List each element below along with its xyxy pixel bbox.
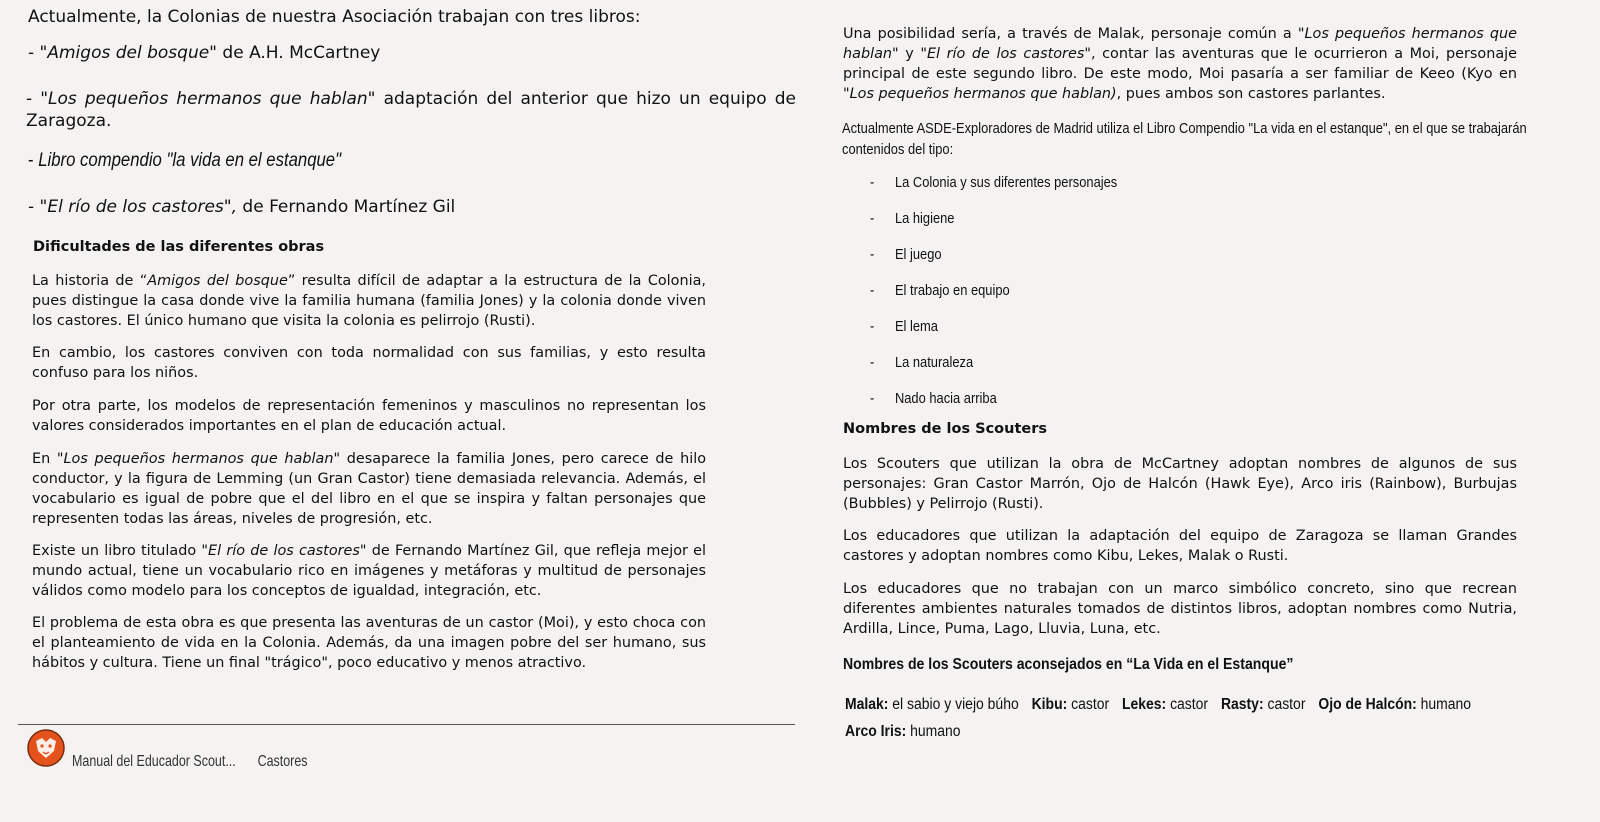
paragraph: Los educadores que utilizan la adaptación del equipo de Zaragoza se llaman Grandes castores y adoptan nombres como Kibu, Lekes, Malak o Rusti. <box>843 528 1517 564</box>
paragraph: El problema de esta obra es que presenta las aventuras de un castor (Moi), y esto choca con el planteamiento de vida en la Colonia. Además, da una imagen pobre del ser humano, sus hábitos y cultura. Tiene un final "trágico", poco educativo y menos atractivo. <box>32 615 706 671</box>
list-item: - La naturaleza <box>870 354 974 371</box>
section-heading: Nombres de los Scouters <box>843 421 1047 437</box>
name-entry: Arco Iris: humano <box>845 723 961 740</box>
footer-section: Castores <box>257 753 308 770</box>
list-item: - El juego <box>870 246 942 263</box>
book-description: adaptación del anterior que hizo un equipo de Zaragoza. <box>26 89 796 131</box>
list-item: - Nado hacia arriba <box>870 390 997 407</box>
book-title: "Amigos del bosque" <box>39 43 218 63</box>
scout-logo <box>27 729 65 767</box>
book-prefix: - <box>28 43 40 63</box>
paragraph: La historia de “Amigos del bosque” resulta difícil de adaptar a la estructura de la Colonia, pues distingue la casa donde vive la familia humana (familia Jones) y la colonia donde viven los castores. El único humano que visita la colonia es pelirrojo (Rusti). <box>32 273 706 329</box>
footer-manual-title: Manual del Educador Scout... <box>72 753 236 770</box>
left-body <box>32 271 706 673</box>
book-author: de Fernando Martínez Gil <box>237 197 456 217</box>
paragraph: Actualmente ASDE-Exploradores de Madrid utiliza el Libro Compendio "La vida en el estanque", en el que se trabajarán contenidos del tipo: <box>842 120 1527 158</box>
name-entry: Malak: el sabio y viejo búho <box>845 696 1019 713</box>
book-title: "El río de los castores", <box>39 197 238 217</box>
paragraph: Existe un libro titulado "El río de los castores" de Fernando Martínez Gil, que refleja mejor el mundo actual, tiene un vocabulario rico en imágenes y metáforas y multitud de personajes válidos como modelo para los conceptos de igualdad, integración, etc. <box>32 543 707 599</box>
list-item: - La Colonia y sus diferentes personajes <box>870 174 1118 191</box>
footer-divider <box>18 724 795 725</box>
paragraph: Los Scouters que utilizan la obra de McCartney adoptan nombres de algunos de sus personajes: Gran Castor Marrón, Ojo de Halcón (Hawk Eye), Arco iris (Rainbow), Burbujas (Bubbles) y Pelirrojo (Rusti). <box>843 456 1517 512</box>
book-title: Libro compendio "la vida en el estanque" <box>38 150 342 171</box>
paragraph: Por otra parte, los modelos de representación femeninos y masculinos no representan los valores considerados importantes en el plan de educación actual. <box>32 398 706 434</box>
list-item: - El trabajo en equipo <box>870 282 1010 299</box>
book-title: "Los pequeños hermanos que hablan" <box>40 89 376 109</box>
name-entry: Kibu: castor <box>1031 696 1110 713</box>
paragraph: Una posibilidad sería, a través de Malak, personaje común a "Los pequeños hermanos que hablan" y "El río de los castores", contar las aventuras que le ocurrieron a Moi, personaje principal de este segundo libro. De este modo, Moi pasaría a ser familiar de Keeo (Kyo en "Los pequeños hermanos que hablan), pues ambos son castores parlantes. <box>843 26 1517 102</box>
paragraph: En cambio, los castores conviven con toda normalidad con sus familias, y esto resulta confuso para los niños. <box>32 345 706 381</box>
list-item: - El lema <box>870 318 938 335</box>
name-entry: Ojo de Halcón: humano <box>1318 696 1472 713</box>
footer-text <box>72 753 308 771</box>
name-entry: Rasty: castor <box>1220 696 1306 713</box>
book-prefix: - <box>26 89 41 109</box>
book-author: de A.H. McCartney <box>217 43 381 63</box>
scouter-names <box>845 696 1471 714</box>
intro-text: Actualmente, la Colonias de nuestra Asociación trabajan con tres libros: <box>28 7 641 27</box>
paragraph: Los educadores que no trabajan con un marco simbólico concreto, sino que recrean diferentes ambientes naturales tomados de distintos libros, adoptan nombres como Nutria, Ardilla, Lince, Puma, Lago, Lluvia, Luna, etc. <box>843 581 1517 637</box>
paragraph: En "Los pequeños hermanos que hablan" desaparece la familia Jones, pero carece de hilo conductor, y la figura de Lemming (un Gran Castor) tiene demasiada relevancia. Además, el vocabulario es igual de pobre que el del libro en el que se inspira y faltan personajes que representen todas las áreas, niveles de progresión, etc. <box>32 451 706 527</box>
book-prefix: - <box>28 197 40 217</box>
section-heading: Nombres de los Scouters aconsejados en “La Vida en el Estanque” <box>843 656 1294 673</box>
right-body <box>843 454 1517 639</box>
book-item <box>28 196 455 218</box>
book-item <box>28 150 341 172</box>
book-prefix: - <box>28 150 39 171</box>
list-item: - La higiene <box>870 210 955 227</box>
book-item <box>28 42 380 64</box>
book-item <box>26 88 796 132</box>
section-heading: Dificultades de las diferentes obras <box>33 239 325 255</box>
name-entry: Lekes: castor <box>1121 696 1209 713</box>
